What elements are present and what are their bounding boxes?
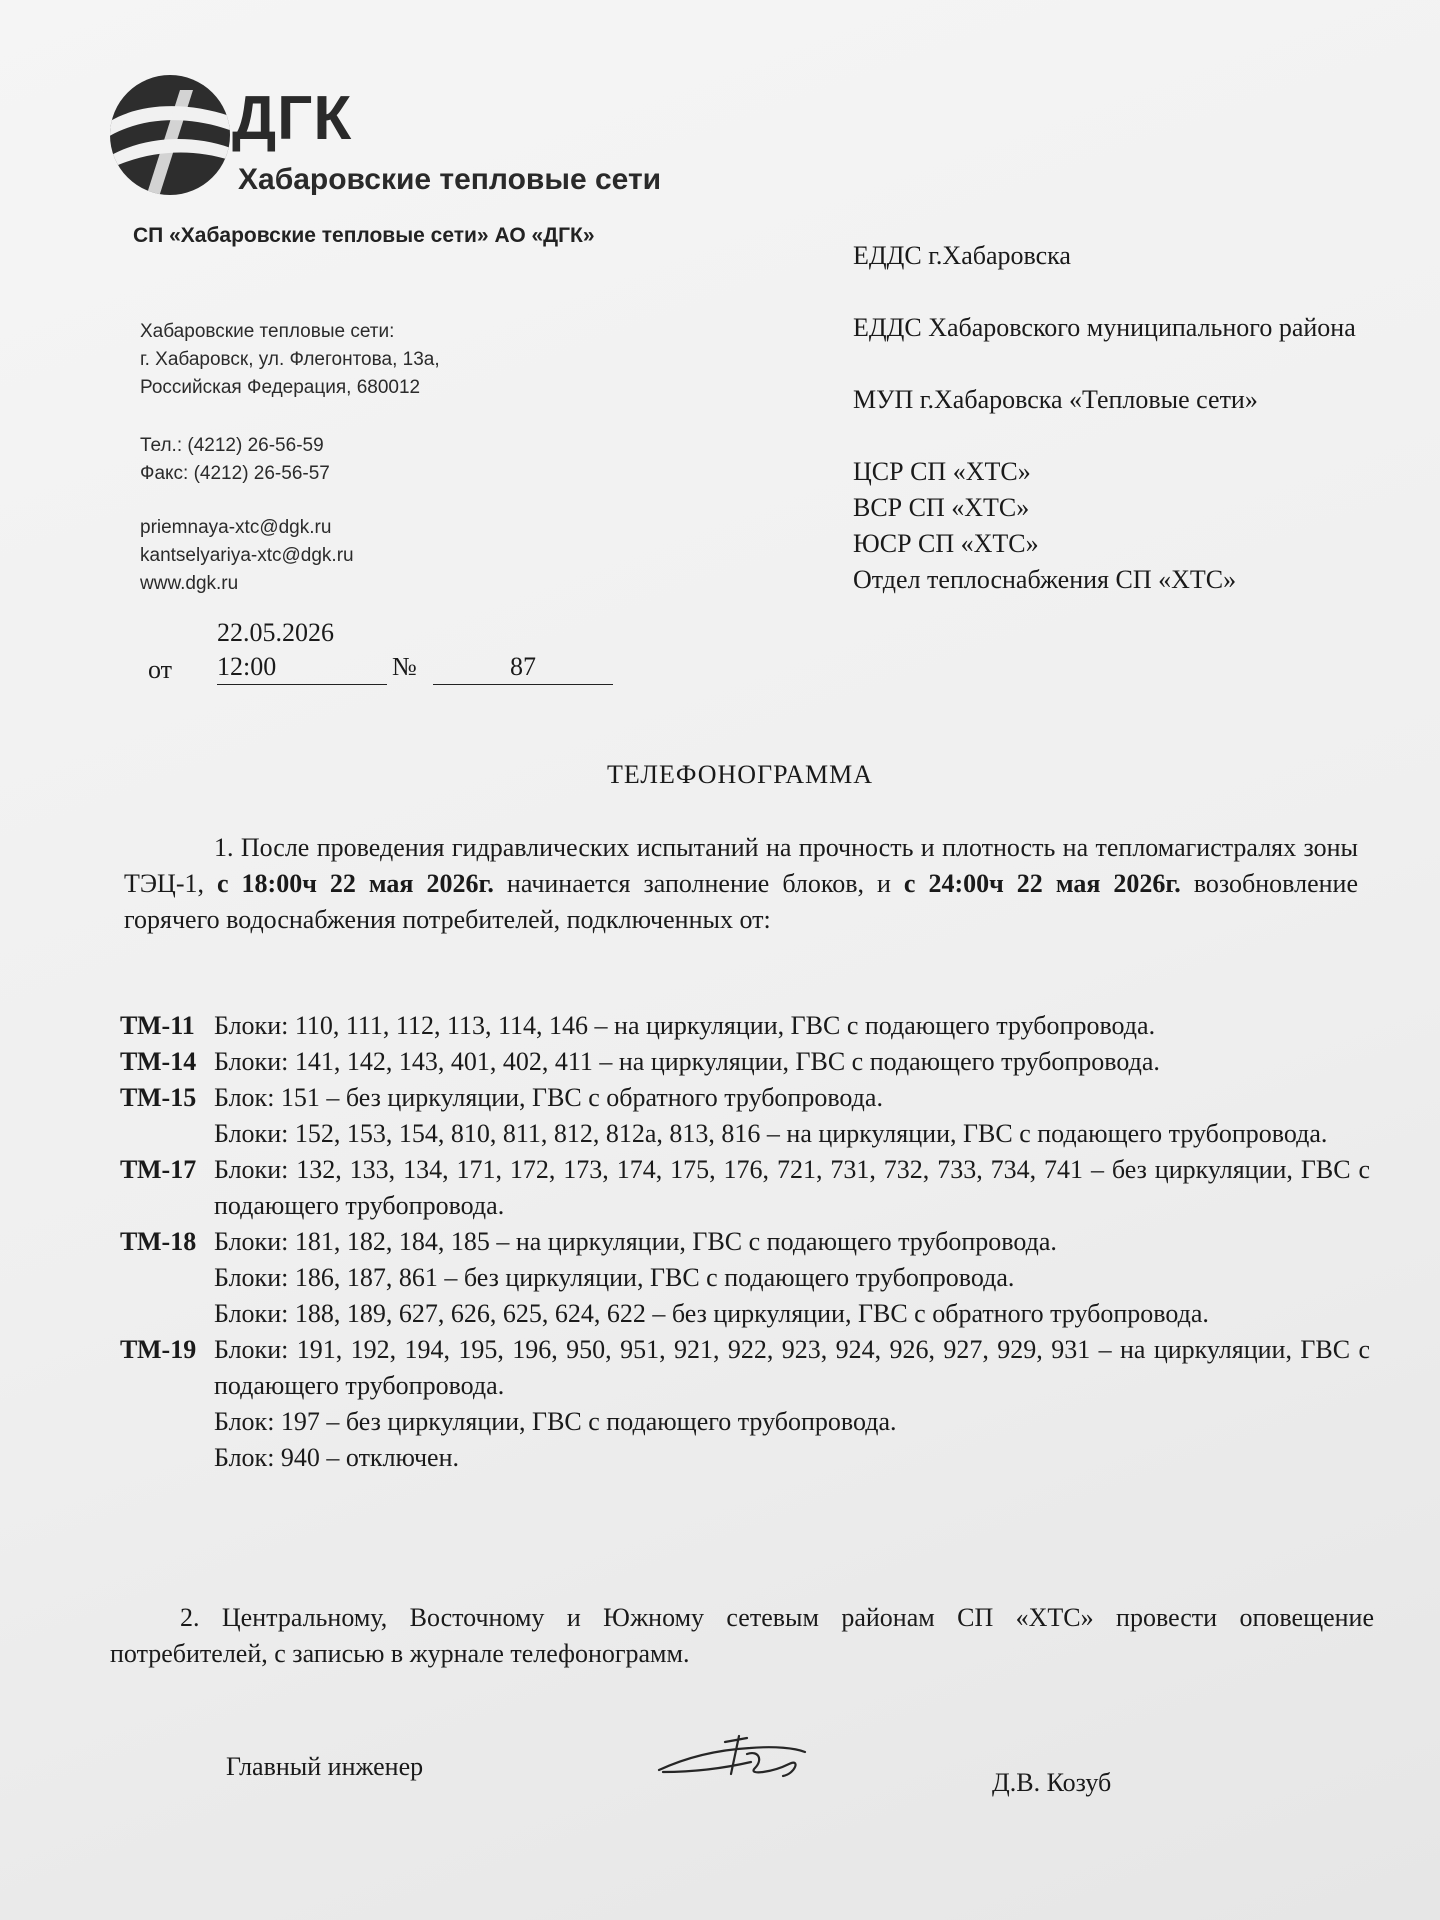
number-sign: №: [392, 652, 417, 681]
phone-number: Тел.: (4212) 26-56-59: [140, 435, 324, 456]
signer-position: Главный инженер: [226, 1752, 424, 1781]
from-label: от: [148, 655, 173, 684]
paragraph-1-text: 1. После проведения гидравлических испытаний на прочность и плотность на тепломагистралях зоны ТЭЦ-1,: [124, 833, 1358, 898]
tm-code: ТМ-11: [120, 1011, 195, 1040]
handwritten-signature: [655, 1728, 810, 1788]
paragraph-1-text: возобновление горячего водоснабжения потребителей, подключенных от:: [124, 869, 1358, 934]
start-datetime: с 18:00ч 22 мая 2026г.: [217, 869, 494, 898]
tm-blocks: Блок: 197 – без циркуляции, ГВС с подающего трубопровода.: [214, 1407, 897, 1436]
tm-item: [120, 1044, 1370, 1080]
recipient: Отдел теплоснабжения СП «ХТС»: [853, 565, 1237, 594]
address-line: Российская Федерация, 680012: [140, 377, 421, 398]
tm-code: ТМ-19: [120, 1335, 197, 1364]
tm-blocks: Блоки: 188, 189, 627, 626, 625, 624, 622 – без циркуляции, ГВС с обратного трубопровода.: [214, 1299, 1209, 1328]
tm-blocks: Блок: 940 – отключен.: [214, 1443, 460, 1472]
recipient: ЮСР СП «ХТС»: [853, 529, 1039, 558]
tm-code: ТМ-14: [120, 1047, 197, 1076]
email-office: kantselyariya-xtc@dgk.ru: [140, 545, 354, 566]
fax-number: Факс: (4212) 26-56-57: [140, 463, 330, 484]
tm-blocks: Блоки: 191, 192, 194, 195, 196, 950, 951, 921, 922, 923, 924, 926, 927, 929, 931 – на циркуляции, ГВС с подающего трубопровода.: [214, 1335, 1370, 1400]
address-line: г. Хабаровск, ул. Флегонтова, 13а,: [140, 349, 440, 370]
resume-datetime: с 24:00ч 22 мая 2026г.: [903, 869, 1181, 898]
document-time: 12:00: [217, 652, 387, 685]
brand-name: Хабаровские тепловые сети: [238, 163, 662, 196]
tm-blocks: Блоки: 110, 111, 112, 113, 114, 146 – на циркуляции, ГВС с подающего трубопровода.: [214, 1011, 1156, 1040]
document-title: ТЕЛЕФОНОГРАММА: [606, 760, 874, 789]
dgk-logo-icon: [105, 70, 235, 200]
paragraph-1: [124, 830, 1358, 938]
website: www.dgk.ru: [140, 573, 239, 594]
tm-blocks: Блоки: 132, 133, 134, 171, 172, 173, 174, 175, 176, 721, 731, 732, 733, 734, 741 – без циркуляции, ГВС с подающего трубопровода.: [214, 1155, 1370, 1220]
tm-blocks: Блоки: 141, 142, 143, 401, 402, 411 – на циркуляции, ГВС с подающего трубопровода.: [214, 1047, 1160, 1076]
tm-item: [120, 1080, 1370, 1152]
brand-abbreviation: ДГК: [232, 84, 353, 153]
dgk-logo-mark: [105, 70, 235, 200]
tm-blocks: Блоки: 186, 187, 861 – без циркуляции, ГВС с подающего трубопровода.: [214, 1263, 1015, 1292]
company-line: СП «Хабаровские тепловые сети» АО «ДГК»: [133, 224, 595, 247]
tm-code: ТМ-18: [120, 1227, 197, 1256]
tm-code: ТМ-15: [120, 1083, 197, 1112]
tm-item: [120, 1332, 1370, 1476]
tm-blocks: Блоки: 152, 153, 154, 810, 811, 812, 812а, 813, 816 – на циркуляции, ГВС с подающего трубопровода.: [214, 1119, 1328, 1148]
tm-code: ТМ-17: [120, 1155, 197, 1184]
tm-blocks: Блок: 151 – без циркуляции, ГВС с обратного трубопровода.: [214, 1083, 883, 1112]
signer-name: Д.В. Козуб: [992, 1768, 1112, 1797]
recipient: ЦСР СП «ХТС»: [853, 457, 1031, 486]
paragraph-1-text: начинается заполнение блоков, и: [493, 869, 904, 898]
address-line: Хабаровские тепловые сети:: [140, 321, 395, 342]
document-date: 22.05.2026: [217, 618, 334, 647]
document-number: 87: [433, 652, 613, 685]
tm-item: [120, 1152, 1370, 1224]
recipient: ЕДДС г.Хабаровска: [853, 241, 1071, 270]
recipient: ВСР СП «ХТС»: [853, 493, 1030, 522]
tm-item: [120, 1224, 1370, 1332]
tm-blocks: Блоки: 181, 182, 184, 185 – на циркуляции, ГВС с подающего трубопровода.: [214, 1227, 1057, 1256]
recipients-block: [853, 238, 1373, 598]
paragraph-2: 2. Центральному, Восточному и Южному сетевым районам СП «ХТС» провести оповещение потребителей, с записью в журнале телефонограмм.: [110, 1603, 1374, 1668]
signature-icon: [655, 1728, 810, 1788]
recipient: МУП г.Хабаровска «Тепловые сети»: [853, 385, 1258, 414]
contact-block: [140, 318, 440, 598]
email-reception: priemnaya-xtc@dgk.ru: [140, 517, 332, 538]
recipient: ЕДДС Хабаровского муниципального района: [853, 313, 1356, 342]
tm-item: [120, 1008, 1370, 1044]
heat-main-list: [120, 1008, 1370, 1476]
